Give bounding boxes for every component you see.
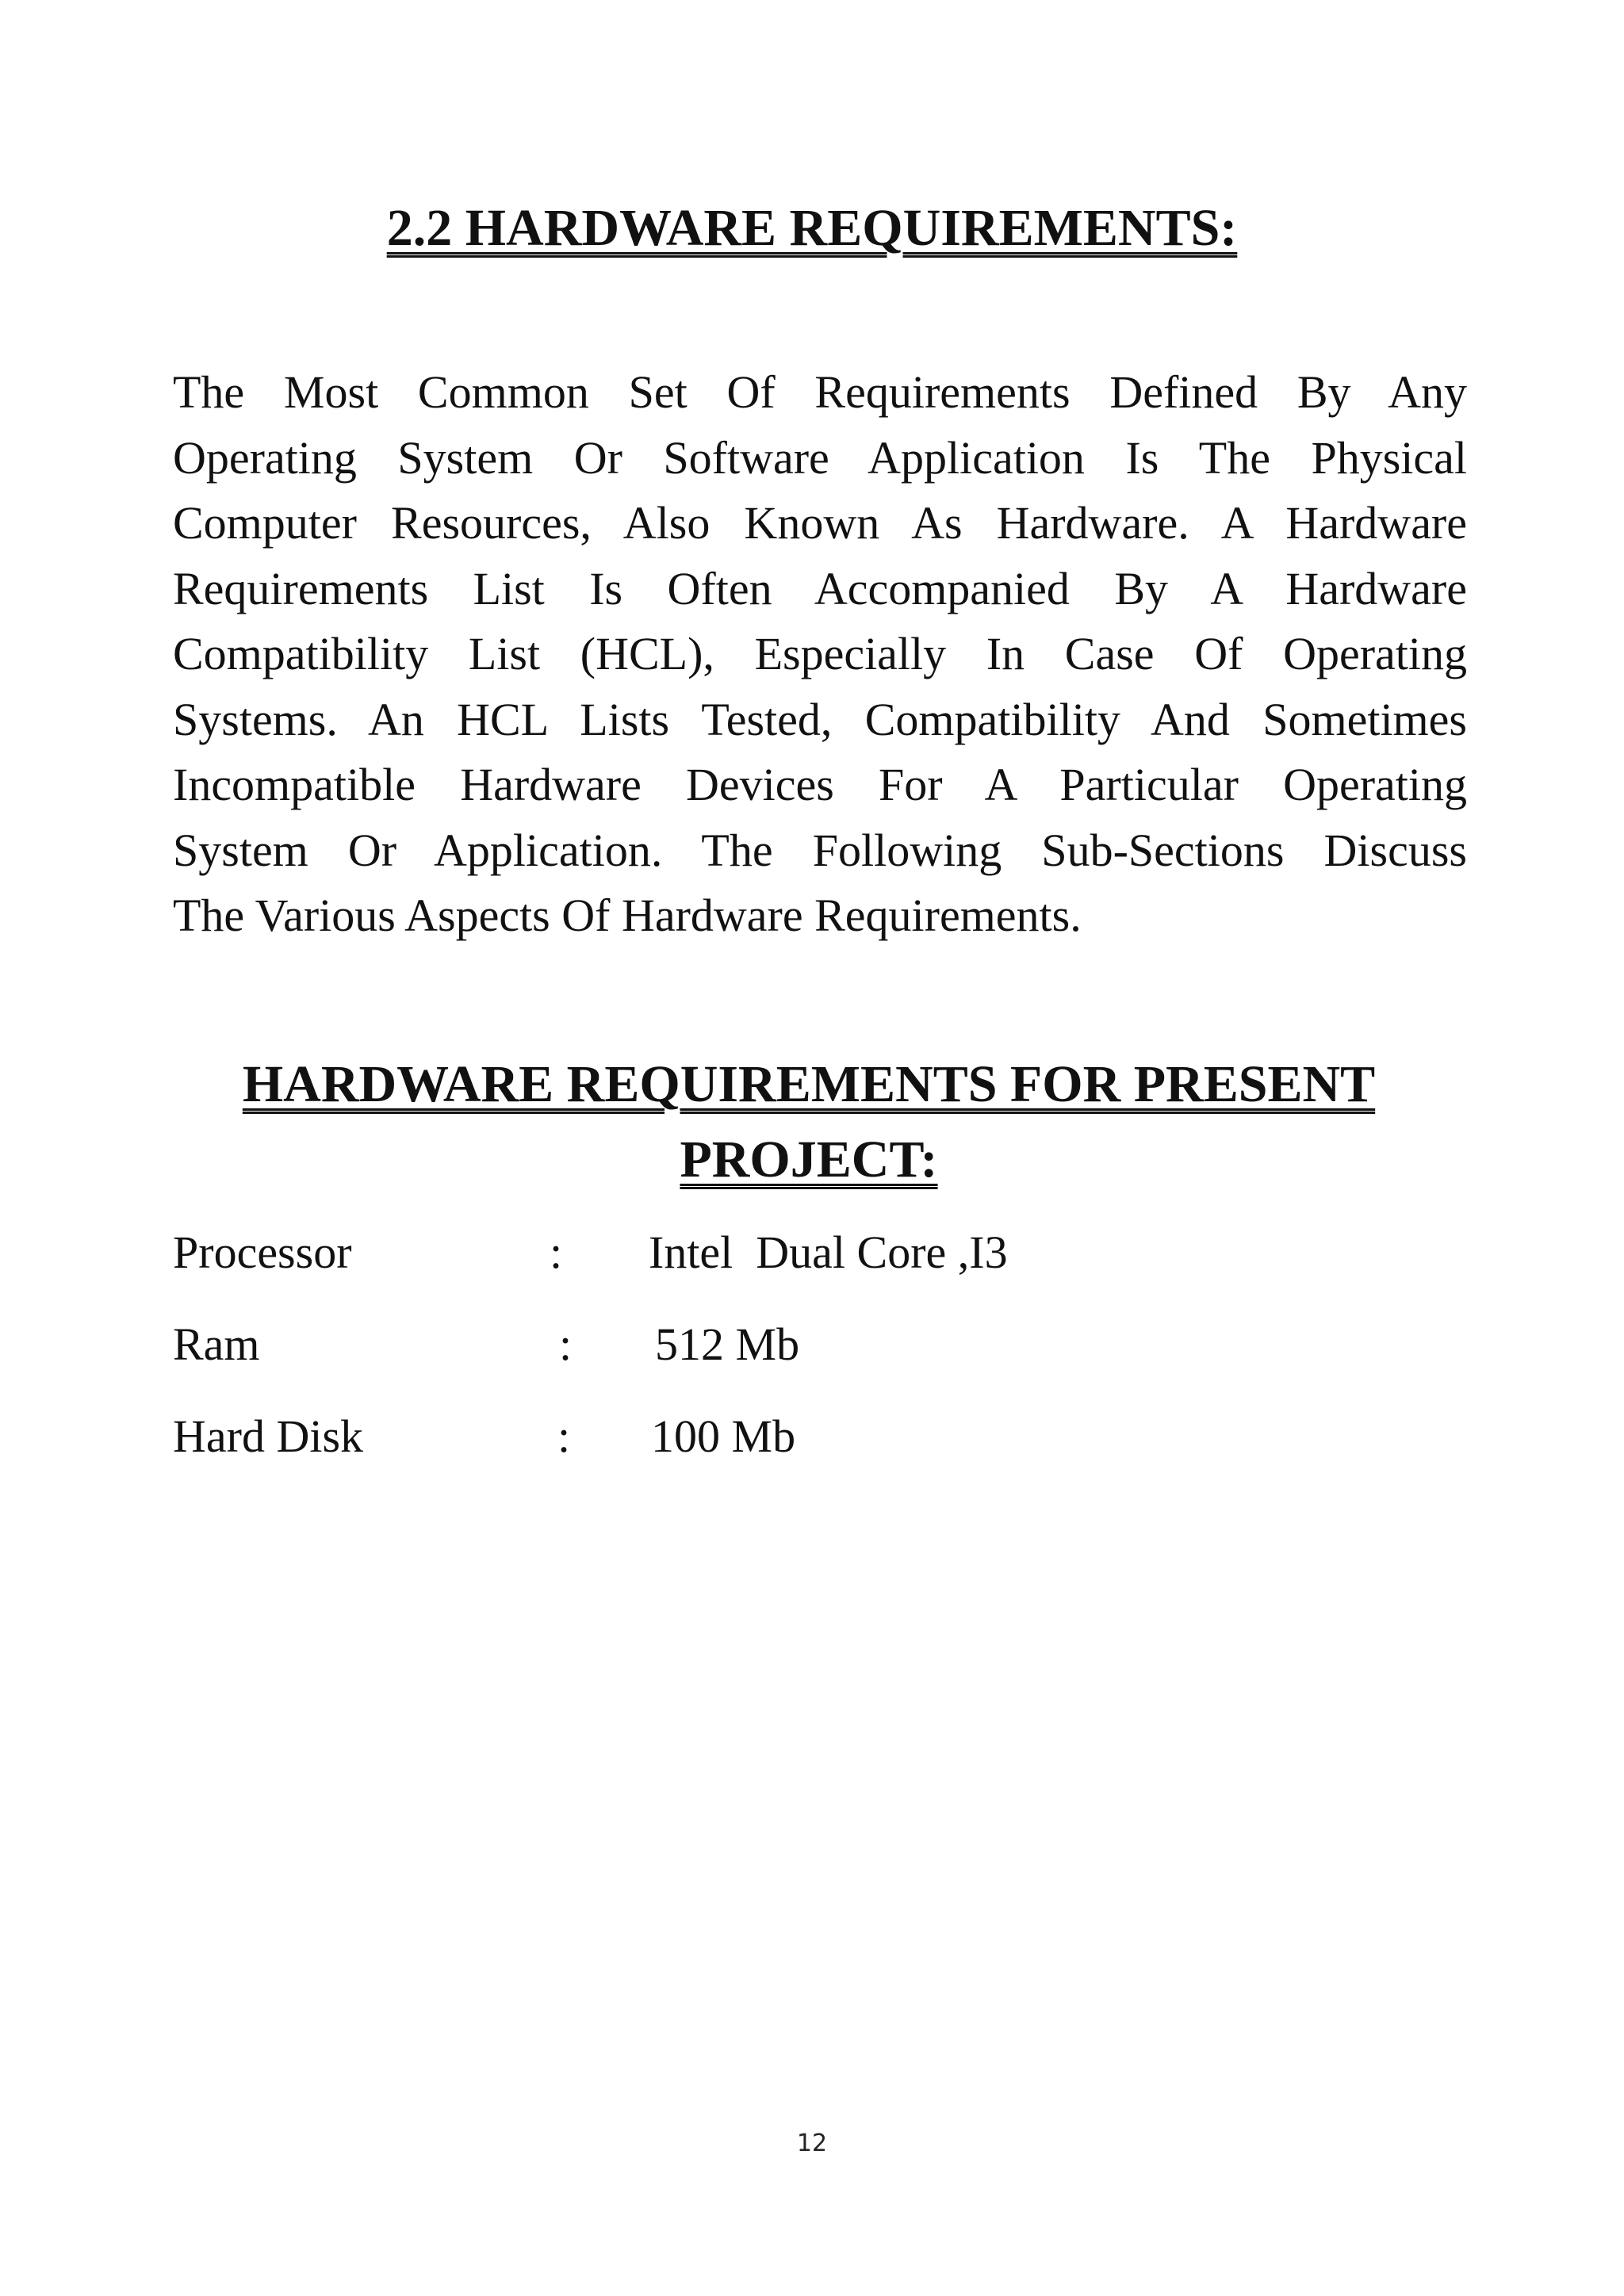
spec-label: Ram bbox=[173, 1318, 260, 1370]
paragraph-line: The Most Common Set Of Requirements Defined By Any bbox=[173, 366, 1467, 418]
spec-separator: : bbox=[559, 1318, 573, 1370]
paragraph-line: Computer Resources, Also Known As Hardware. A Hardware bbox=[173, 497, 1467, 549]
paragraph-line: Systems. An HCL Lists Tested, Compatibility And Sometimes bbox=[173, 693, 1467, 745]
paragraph-line: Incompatible Hardware Devices For A Particular Operating bbox=[173, 759, 1467, 810]
body-paragraph bbox=[173, 360, 1467, 949]
paragraph-line: Operating System Or Software Application Is The Physical bbox=[173, 431, 1467, 484]
spec-value: 512 Mb bbox=[655, 1318, 800, 1370]
spec-row-hard-disk bbox=[173, 1405, 1283, 1468]
spec-value: 100 Mb bbox=[651, 1410, 796, 1462]
subsection-heading-line-1: HARDWARE REQUIREMENTS FOR PRESENT bbox=[242, 1055, 1376, 1113]
paragraph-line: System Or Application. The Following Sub-Sections Discuss bbox=[173, 824, 1467, 876]
spec-label: Processor bbox=[173, 1226, 352, 1278]
spec-label: Hard Disk bbox=[173, 1410, 364, 1462]
spec-value: Intel Dual Core ,I3 bbox=[649, 1226, 1008, 1278]
paragraph-line: The Various Aspects Of Hardware Requirements. bbox=[173, 890, 1082, 941]
section-heading: 2.2 HARDWARE REQUIREMENTS: bbox=[386, 199, 1238, 257]
subsection-heading-line-2: PROJECT: bbox=[680, 1131, 938, 1188]
paragraph-line: Compatibility List (HCL), Especially In Case Of Operating bbox=[173, 628, 1467, 679]
spec-row-processor bbox=[173, 1221, 1283, 1284]
spec-separator: : bbox=[557, 1410, 571, 1462]
spec-row-ram bbox=[173, 1313, 1283, 1376]
page-number: 12 bbox=[796, 2130, 828, 2157]
spec-separator: : bbox=[550, 1226, 563, 1278]
paragraph-line: Requirements List Is Often Accompanied By A Hardware bbox=[173, 562, 1467, 614]
